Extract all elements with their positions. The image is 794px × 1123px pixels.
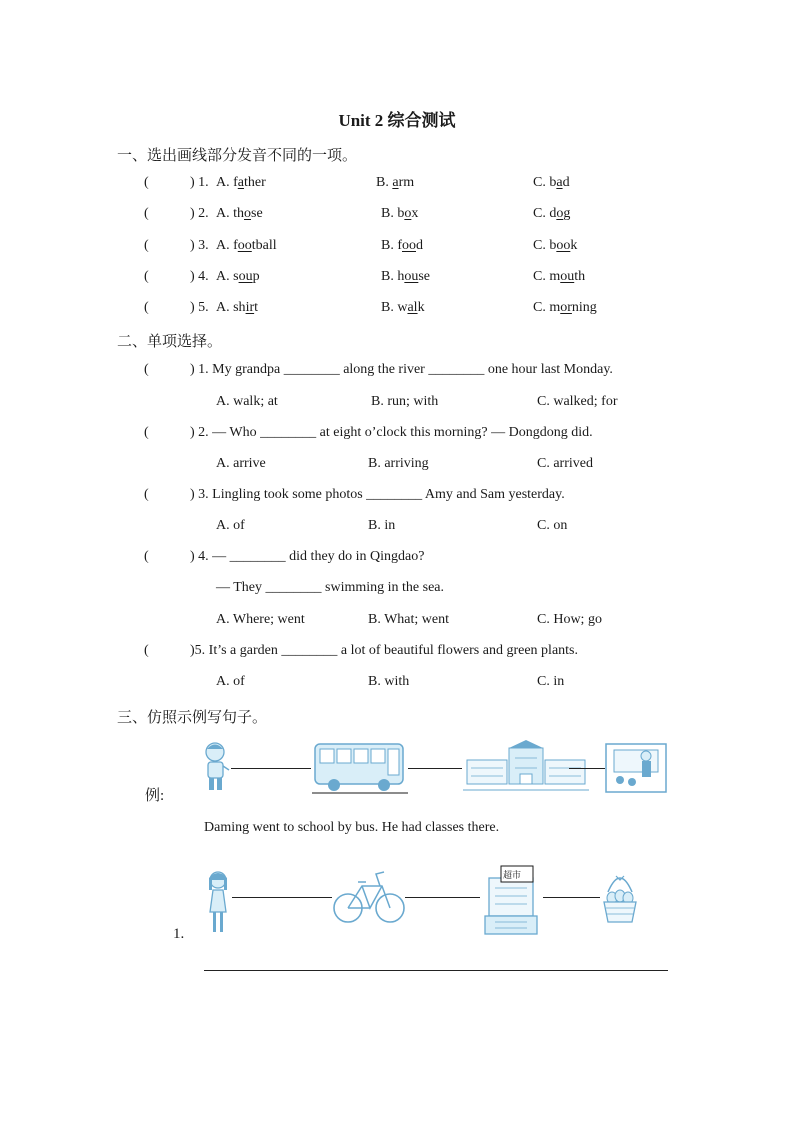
option-text: C. d [533, 206, 557, 221]
option-text: B. w [381, 300, 408, 315]
option-text: B. b [381, 206, 405, 221]
option-text: k [570, 238, 578, 253]
question-stem: ) 3. Lingling took some photos ________ Amy and Sam yesterday. [190, 487, 565, 502]
option-text: se [251, 206, 263, 221]
underlined-letters: ou [238, 269, 253, 284]
item-1-label: 1. [173, 926, 185, 942]
option-text: A. f [216, 238, 238, 253]
connector-line [232, 897, 332, 898]
girl-figure-icon [204, 868, 232, 943]
choice-option-c[interactable]: C. How; go [537, 612, 602, 627]
option-c[interactable] [533, 175, 570, 191]
answer-paren-open[interactable]: ( [144, 425, 149, 440]
option-text: d [416, 238, 423, 253]
option-text: A. sh [216, 300, 246, 315]
question-number: ) 2. [190, 206, 209, 221]
bicycle-icon [332, 866, 406, 933]
option-c[interactable] [533, 206, 570, 222]
option-text: B. h [381, 269, 405, 284]
section-3-heading: 三、仿照示例写句子。 [117, 710, 268, 726]
connector-line [408, 768, 462, 769]
option-text: ther [244, 175, 266, 190]
egg-basket-icon [600, 870, 640, 931]
option-text: B. f [381, 238, 402, 253]
question-stem: ) 4. — ________ did they do in Qingdao? [190, 549, 425, 564]
option-text: p [252, 269, 260, 284]
supermarket-sign: 超市 [503, 871, 522, 881]
question-number: ) 5. [190, 300, 209, 315]
choice-option-b[interactable]: B. What; went [368, 612, 450, 627]
answer-line[interactable] [204, 970, 668, 971]
option-c[interactable] [533, 238, 577, 254]
underlined-letters: a [392, 175, 399, 190]
option-text: C. m [533, 300, 561, 315]
underlined-letters: oo [556, 238, 571, 253]
answer-paren-open[interactable]: ( [144, 643, 149, 658]
option-text: A. th [216, 206, 244, 221]
answer-paren-open[interactable]: ( [144, 362, 149, 377]
example-label: 例: [145, 788, 165, 804]
choice-option-a[interactable]: A. of [216, 518, 245, 533]
option-b[interactable] [376, 175, 414, 191]
option-a[interactable] [216, 300, 258, 316]
option-a[interactable] [216, 175, 266, 191]
choice-option-a[interactable]: A. Where; went [216, 612, 305, 627]
section-2-heading: 二、单项选择。 [117, 334, 223, 350]
option-text: rm [398, 175, 415, 190]
answer-paren-open[interactable]: ( [144, 238, 149, 253]
underlined-letters: ir [245, 300, 255, 315]
boy-figure-icon [200, 740, 232, 799]
question-number: ) 4. [190, 269, 209, 284]
underlined-letters: o [244, 206, 251, 221]
choice-option-b[interactable]: B. arriving [368, 456, 429, 471]
question-stem-line-2: — They ________ swimming in the sea. [216, 580, 444, 595]
answer-paren-open[interactable]: ( [144, 487, 149, 502]
choice-option-a[interactable]: A. walk; at [216, 394, 278, 409]
underlined-letters: o [556, 206, 564, 221]
question-number: ) 3. [190, 238, 209, 253]
answer-paren-open[interactable]: ( [144, 206, 149, 221]
option-b[interactable] [381, 238, 423, 254]
option-text: B. [376, 175, 393, 190]
option-text: th [574, 269, 586, 284]
question-number: ) 1. [190, 175, 209, 190]
option-b[interactable] [381, 300, 425, 316]
choice-option-c[interactable]: C. arrived [537, 456, 593, 471]
option-c[interactable] [533, 300, 597, 316]
choice-option-c[interactable]: C. on [537, 518, 568, 533]
option-text: A. s [216, 269, 239, 284]
option-text: C. b [533, 238, 557, 253]
option-text: ning [571, 300, 597, 315]
underlined-letters: oo [237, 238, 252, 253]
option-text: g [563, 206, 571, 221]
option-text: C. b [533, 175, 557, 190]
answer-paren-open[interactable]: ( [144, 269, 149, 284]
example-sentence: Daming went to school by bus. He had classes there. [204, 820, 500, 835]
choice-option-a[interactable]: A. arrive [216, 456, 266, 471]
option-b[interactable] [381, 206, 418, 222]
classroom-icon [604, 742, 668, 799]
question-stem: ) 1. My grandpa ________ along the river ________ one hour last Monday. [190, 362, 613, 377]
underlined-letters: o [404, 206, 412, 221]
option-text: t [254, 300, 259, 315]
question-stem: )5. It’s a garden ________ a lot of beautiful flowers and green plants. [190, 643, 579, 658]
choice-option-a[interactable]: A. of [216, 674, 245, 689]
choice-option-b[interactable]: B. in [368, 518, 396, 533]
connector-line [231, 768, 311, 769]
choice-option-b[interactable]: B. run; with [371, 394, 439, 409]
question-stem: ) 2. — Who ________ at eight o’clock this morning? — Dongdong did. [190, 425, 593, 440]
option-text: d [562, 175, 570, 190]
option-text: k [417, 300, 425, 315]
underlined-letters: a [556, 175, 563, 190]
page-title: Unit 2 综合测试 [338, 111, 456, 130]
answer-paren-open[interactable]: ( [144, 300, 149, 315]
option-text: tball [251, 238, 277, 253]
option-a[interactable] [216, 238, 277, 254]
option-a[interactable] [216, 206, 263, 222]
choice-option-c[interactable]: C. walked; for [537, 394, 618, 409]
option-b[interactable] [381, 269, 430, 285]
section-1-heading: 一、选出画线部分发音不同的一项。 [117, 148, 358, 164]
connector-line [405, 897, 480, 898]
option-text: A. f [216, 175, 238, 190]
underlined-letters: ou [404, 269, 419, 284]
choice-option-b[interactable]: B. with [368, 674, 410, 689]
choice-option-c[interactable]: C. in [537, 674, 565, 689]
answer-paren-open[interactable]: ( [144, 549, 149, 564]
option-c[interactable] [533, 269, 585, 285]
connector-line [569, 768, 605, 769]
underlined-letters: al [407, 300, 418, 315]
option-text: se [418, 269, 431, 284]
connector-line [543, 897, 600, 898]
school-building-icon [463, 738, 589, 801]
option-text: C. m [533, 269, 561, 284]
underlined-letters: oo [402, 238, 416, 253]
underlined-letters: a [237, 175, 244, 190]
underlined-letters: ou [560, 269, 575, 284]
bus-icon [312, 740, 408, 801]
option-a[interactable] [216, 269, 260, 285]
option-text: x [411, 206, 419, 221]
underlined-letters: or [560, 300, 572, 315]
answer-paren-open[interactable]: ( [144, 175, 149, 190]
